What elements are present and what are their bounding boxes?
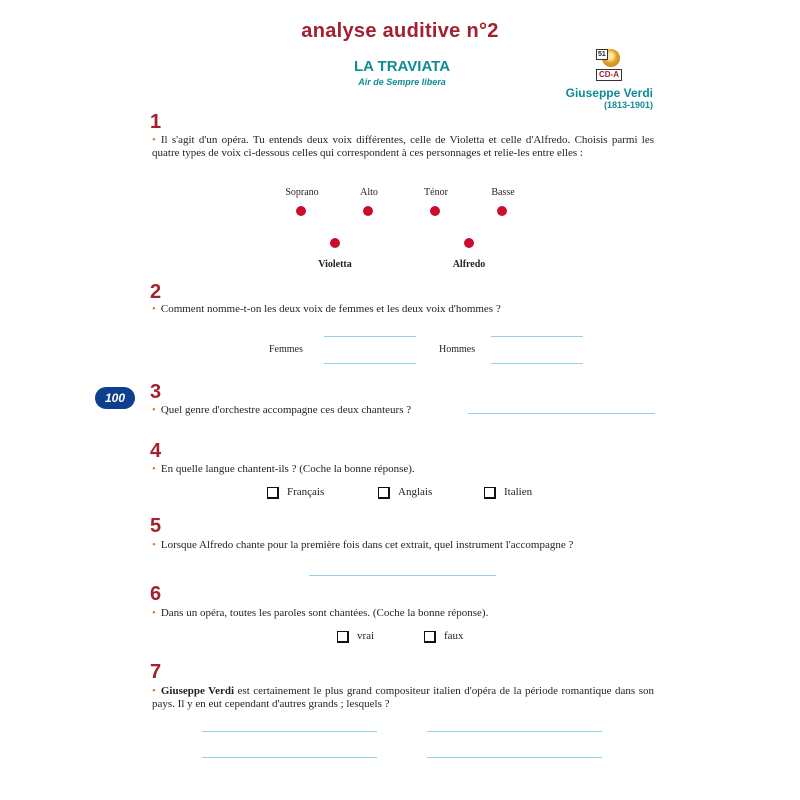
work-title: LA TRAVIATA <box>353 58 451 75</box>
question-1-number: 1 <box>150 111 162 133</box>
checkbox-francais[interactable] <box>267 487 279 499</box>
bullet-icon: • <box>152 685 156 697</box>
question-3-number: 3 <box>150 381 162 403</box>
cd-badge <box>596 49 624 81</box>
option-label: Anglais <box>398 486 433 498</box>
voice-connector-dot[interactable] <box>363 206 373 216</box>
women-label: Femmes <box>269 344 303 355</box>
answer-line[interactable] <box>324 363 416 364</box>
bullet-icon: • <box>152 463 156 475</box>
checkbox-italien[interactable] <box>484 487 496 499</box>
option-label: Français <box>287 486 325 498</box>
question-4-body: En quelle langue chantent-ils ? (Coche la bonne réponse). <box>160 463 415 475</box>
answer-line[interactable] <box>202 731 377 732</box>
question-2-number: 2 <box>150 281 162 303</box>
air-prefix: Air de <box>358 77 387 87</box>
voice-type-label: Ténor <box>424 187 448 198</box>
character-connector-dot[interactable] <box>464 238 474 248</box>
bullet-icon: • <box>152 134 156 146</box>
question-6-body: Dans un opéra, toutes les paroles sont chantées. (Coche la bonne réponse). <box>160 607 489 619</box>
cd-label: CD-A <box>596 69 622 81</box>
composer-dates: (1813-1901) <box>603 100 653 110</box>
question-5-number: 5 <box>150 515 162 537</box>
character-label: Violetta <box>318 259 352 270</box>
question-3-text <box>152 404 411 417</box>
voice-type-label: Basse <box>491 187 515 198</box>
composer-name-inline: Giuseppe Verdi <box>160 685 235 697</box>
answer-line[interactable] <box>491 363 583 364</box>
question-4-number: 4 <box>150 440 162 462</box>
option-label: faux <box>444 630 464 642</box>
bullet-icon: • <box>152 404 156 416</box>
bullet-icon: • <box>152 539 156 551</box>
voice-connector-dot[interactable] <box>497 206 507 216</box>
men-label: Hommes <box>439 344 476 355</box>
question-7-text <box>152 685 654 711</box>
question-6-number: 6 <box>150 583 162 605</box>
answer-line[interactable] <box>427 757 602 758</box>
checkbox-vrai[interactable] <box>337 631 349 643</box>
voice-connector-dot[interactable] <box>296 206 306 216</box>
answer-line[interactable] <box>309 575 496 576</box>
voice-type-label: Alto <box>360 187 378 198</box>
page-title: analyse auditive n°2 <box>301 20 499 42</box>
question-7-body: est certainement le plus grand compositeur italien d'opéra de la période romantique dans son pays. Il y en eut cependant d'autres grands ; lesquels ? <box>152 685 654 710</box>
answer-line[interactable] <box>491 336 583 337</box>
answer-line[interactable] <box>427 731 602 732</box>
air-name: Sempre libera <box>386 77 446 87</box>
checkbox-faux[interactable] <box>424 631 436 643</box>
composer-name: Giuseppe Verdi <box>565 86 653 100</box>
answer-line[interactable] <box>468 413 655 414</box>
question-1-body: Il s'agit d'un opéra. Tu entends deux voix différentes, celle de Violetta et celle d'Alfredo. Choisis parmi les quatre types de voix ci-dessous celles qui correspondent à ces personnages et relie-les entre elles : <box>152 134 654 159</box>
answer-line[interactable] <box>202 757 377 758</box>
voice-connector-dot[interactable] <box>430 206 440 216</box>
question-5-body: Lorsque Alfredo chante pour la première fois dans cet extrait, quel instrument l'accompagne ? <box>160 539 574 551</box>
question-1-text <box>152 134 654 160</box>
question-3-body: Quel genre d'orchestre accompagne ces deux chanteurs ? <box>160 404 412 416</box>
question-5-text <box>152 539 573 552</box>
cd-track-number: 51 <box>598 51 606 58</box>
question-6-text <box>152 607 488 620</box>
air-subtitle <box>300 77 504 87</box>
question-2-text <box>152 303 501 316</box>
bullet-icon: • <box>152 607 156 619</box>
checkbox-anglais[interactable] <box>378 487 390 499</box>
question-2-body: Comment nomme-t-on les deux voix de femmes et les deux voix d'hommes ? <box>160 303 501 315</box>
character-connector-dot[interactable] <box>330 238 340 248</box>
voice-type-label: Soprano <box>285 187 319 198</box>
bullet-icon: • <box>152 303 156 315</box>
option-label: vrai <box>357 630 375 642</box>
page-number-badge: 100 <box>95 387 135 409</box>
question-7-number: 7 <box>150 661 162 683</box>
character-label: Alfredo <box>452 259 486 270</box>
question-4-text <box>152 463 415 476</box>
answer-line[interactable] <box>324 336 416 337</box>
option-label: Italien <box>504 486 533 498</box>
